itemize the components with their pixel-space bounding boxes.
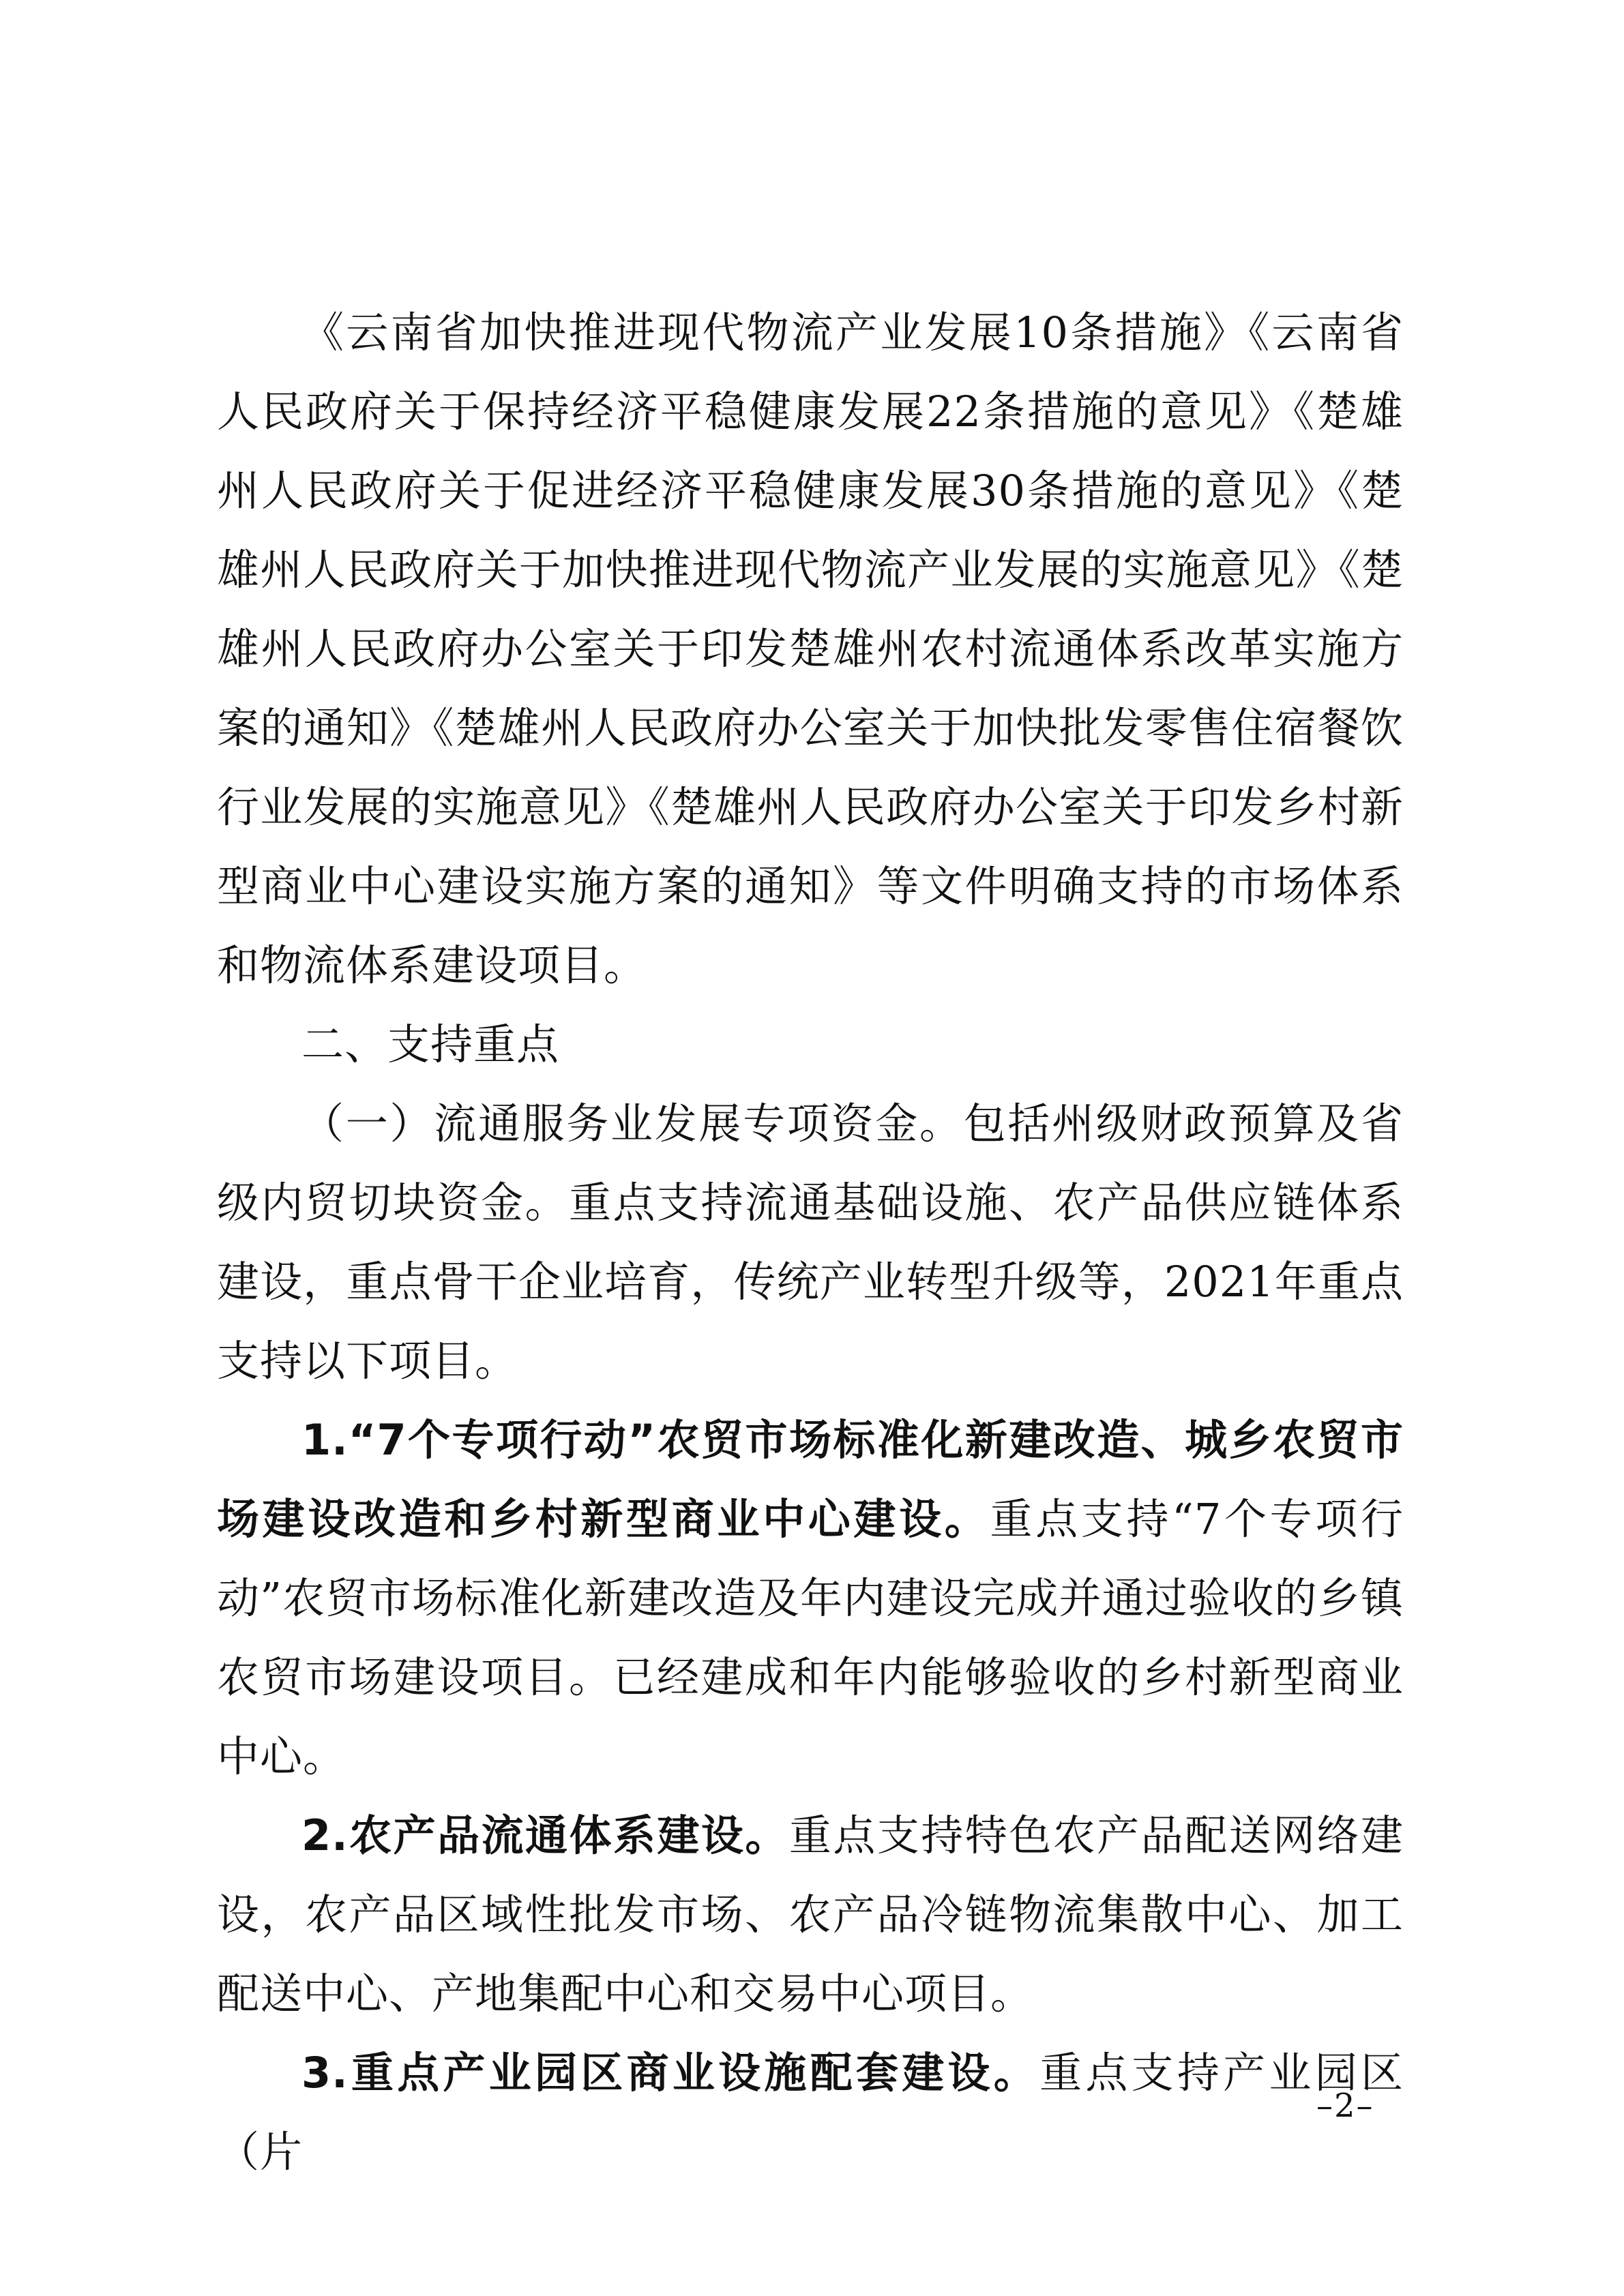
- item-heading: 2.农产品流通体系建设。: [301, 1810, 789, 1860]
- paragraph-special-funds: [217, 1084, 1404, 1401]
- heading-text: 二、支持重点: [301, 1019, 560, 1069]
- document-body: [217, 293, 1404, 2192]
- paragraph-item-1: [217, 1401, 1404, 1796]
- item-heading: 3.重点产业园区商业设施配套建设。: [301, 2048, 1040, 2098]
- paragraph-text: （一）流通服务业发展专项资金。包括州级财政预算及省级内贸切块资金。重点支持流通基础设施、农产品供应链体系建设，重点骨干企业培育，传统产业转型升级等，2021年重点支持以下项目。: [217, 1099, 1404, 1386]
- page-number: –2–: [1316, 2087, 1374, 2125]
- item-heading: 1.“7个专项行动”农贸市场标准化新建改造、城乡农贸市场建设改造和乡村新型商业中心建设。: [217, 1415, 1404, 1544]
- section-heading-support-focus: [217, 1005, 1404, 1084]
- paragraph-text: 《云南省加快推进现代物流产业发展10条措施》《云南省人民政府关于保持经济平稳健康发展22条措施的意见》《楚雄州人民政府关于促进经济平稳健康发展30条措施的意见》《楚雄州人民政府关于加快推进现代物流产业发展的实施意见》《楚雄州人民政府办公室关于印发楚雄州农村流通体系改革实施方案的通知》《楚雄州人民政府办公室关于加快批发零售住宿餐饮行业发展的实施意见》《楚雄州人民政府办公室关于印发乡村新型商业中心建设实施方案的通知》等文件明确支持的市场体系和物流体系建设项目。: [217, 308, 1404, 990]
- paragraph-policy-documents: [217, 293, 1404, 1005]
- item-text: 重点支持特色农产品配送网络建设，农产品区域性批发市场、农产品冷链物流集散中心、加工配送中心、产地集配中心和交易中心项目。: [217, 1810, 1404, 2018]
- paragraph-item-2: [217, 1796, 1404, 2033]
- item-text: 重点支持产业园区（片: [217, 2048, 1404, 2177]
- item-text: 重点支持“7个专项行动”农贸市场标准化新建改造及年内建设完成并通过验收的乡镇农贸市场建设项目。已经建成和年内能够验收的乡村新型商业中心。: [217, 1494, 1404, 1781]
- paragraph-item-3: [217, 2033, 1404, 2192]
